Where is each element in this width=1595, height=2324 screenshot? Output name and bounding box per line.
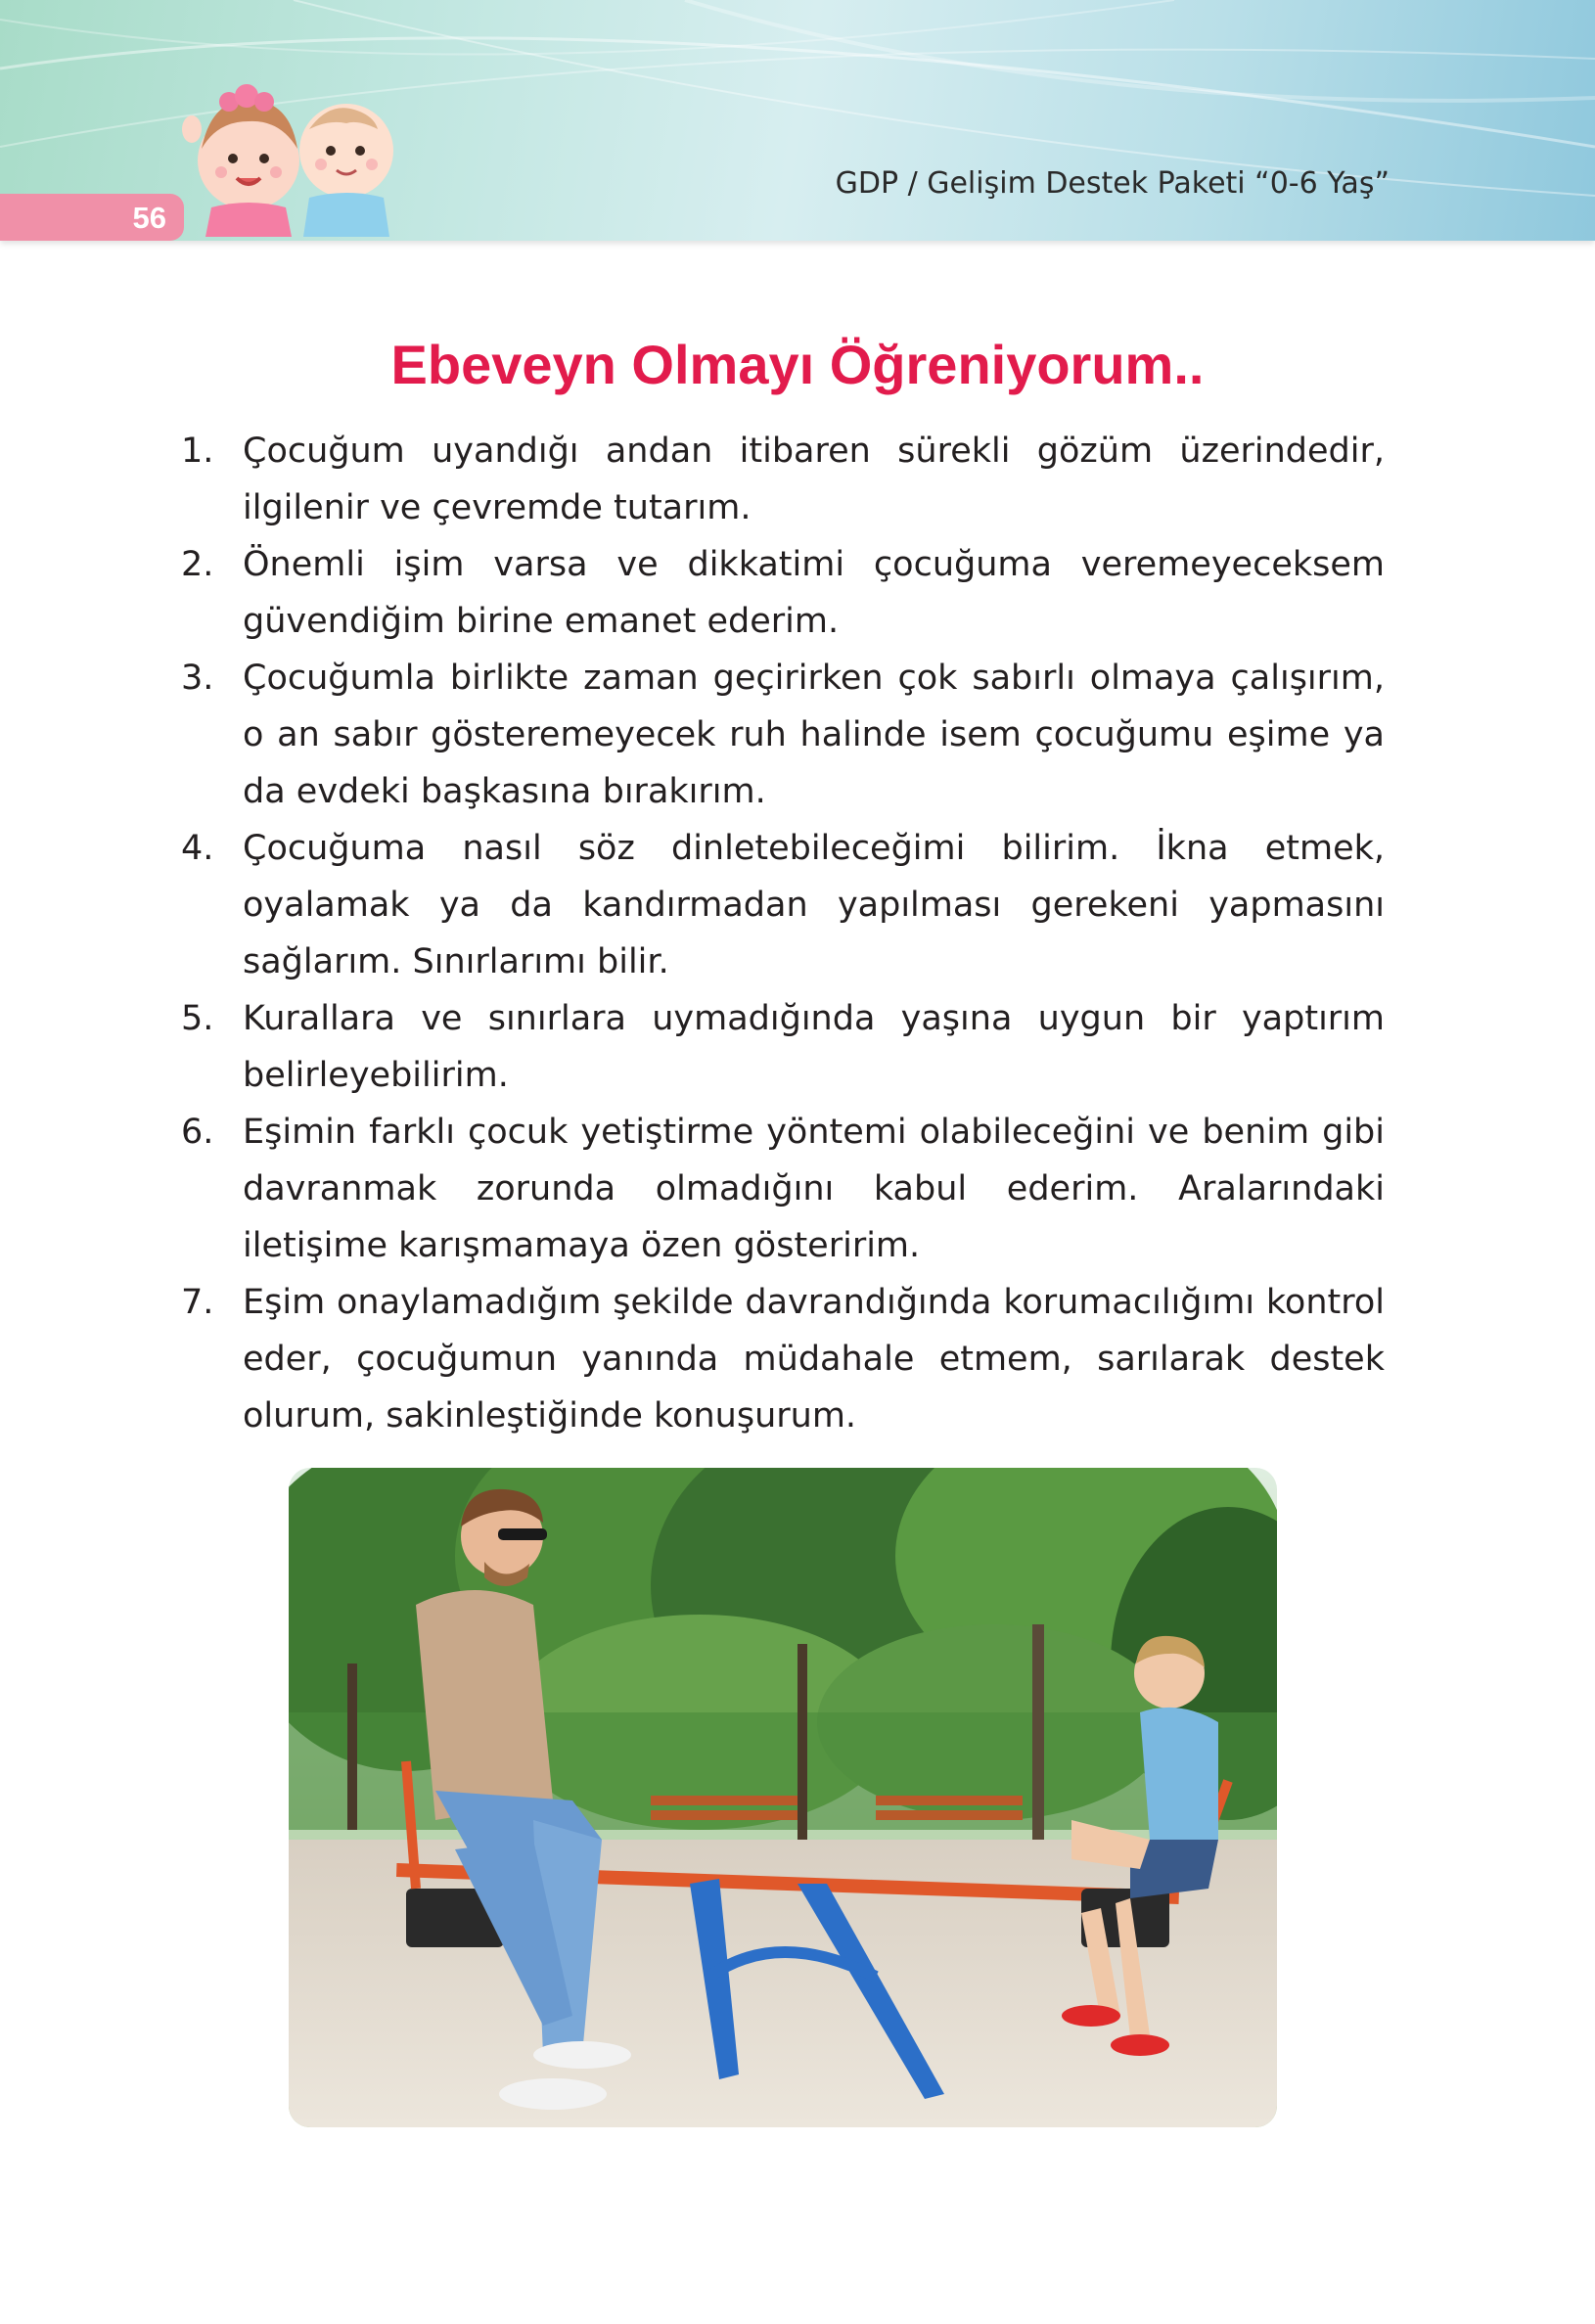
running-head: GDP / Gelişim Destek Paketi “0-6 Yaş”	[835, 166, 1390, 201]
page-title: Ebeveyn Olmayı Öğreniyorum..	[390, 334, 1205, 395]
list-item-text: Çocuğumla birlikte zaman geçirirken çok sabırlı olmaya çalışırım, o an sabır gösteremeyecek ruh halinde isem çocuğumu eşime ya da evdeki başkasına bırakırım.	[243, 659, 1385, 811]
list-item-number: 4.	[181, 829, 214, 868]
list-item	[181, 820, 1385, 990]
list-item	[181, 1104, 1385, 1274]
list-item-number: 2.	[181, 545, 214, 584]
numbered-list	[181, 423, 1385, 1444]
babies-illustration-icon	[182, 51, 407, 237]
list-item-number: 6.	[181, 1113, 214, 1152]
park-seesaw-photo-icon	[289, 1468, 1277, 2127]
list-item	[181, 536, 1385, 650]
list-item-number: 7.	[181, 1283, 214, 1322]
list-item-number: 3.	[181, 659, 214, 698]
page-header	[0, 0, 1595, 241]
list-item	[181, 423, 1385, 536]
list-item-text: Çocuğum uyandığı andan itibaren sürekli gözüm üzerindedir, ilgilenir ve çevremde tutarım.	[243, 432, 1385, 527]
list-item-text: Kurallara ve sınırlara uymadığında yaşına uygun bir yaptırım belirleyebilirim.	[243, 999, 1385, 1095]
list-item-text: Eşimin farklı çocuk yetiştirme yöntemi olabileceğini ve benim gibi davranmak zorunda olmadığını kabul ederim. Aralarındaki iletişime karışmamaya özen gösteririm.	[243, 1113, 1385, 1265]
list-item-text: Eşim onaylamadığım şekilde davrandığında korumacılığımı kontrol eder, çocuğumun yanında müdahale etmem, sarılarak destek olurum, sakinleştiğinde konuşurum.	[243, 1283, 1385, 1435]
list-item-number: 5.	[181, 999, 214, 1038]
list-item	[181, 1274, 1385, 1444]
list-item-text: Çocuğuma nasıl söz dinletebileceğimi bilirim. İkna etmek, oyalamak ya da kandırmadan yapılması gerekeni yapmasını sağlarım. Sınırlarımı bilir.	[243, 829, 1385, 981]
page-number: 56	[132, 201, 166, 235]
list-item-text: Önemli işim varsa ve dikkatimi çocuğuma veremeyeceksem güvendiğim birine emanet ederim.	[243, 545, 1385, 641]
list-item-number: 1.	[181, 432, 214, 471]
list-item	[181, 990, 1385, 1104]
park-seesaw-photo	[289, 1468, 1277, 2127]
list-item	[181, 650, 1385, 820]
